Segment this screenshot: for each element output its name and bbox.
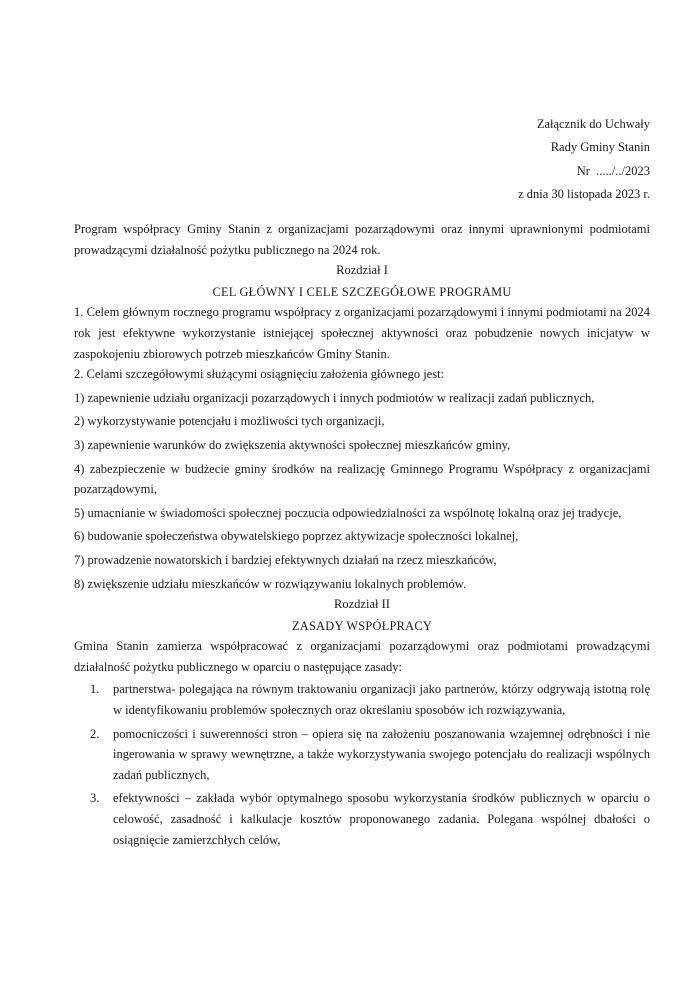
principle-text: partnerstwa- polegająca na równym traktowaniu organizacji jako partnerów, którzy odgrywają istotną rolę w identyfikowaniu problemów społecznych oraz określaniu sposobów ich rozwiązywania, [113,682,650,718]
chapter-1-title: CEL GŁÓWNY I CELE SZCZEGÓŁOWE PROGRAMU [212,284,512,299]
principle-text: pomocniczości i suwerenności stron – opiera się na założeniu poszanowania wzajemnej odrębności i nie ingerowania w sprawy wewnętrzne, a także wykorzystywania swojego potencjału do realizacji wspólnych zadań publicznych, [113,726,650,782]
principle-number: 1. [90,682,100,697]
chapter-2-intro: Gmina Stanin zamierza współpracować z organizacjami pozarządowymi oraz podmiotami prowadzącymi działalność pożytku publicznego w oparciu o następujące zasady: [74,639,650,674]
principle-number: 2. [90,726,100,741]
chapter-2-label: Rozdział II [334,597,390,612]
chapter-1-paragraph-1: 1. Celem głównym rocznego programu współpracy z organizacjami pozarządowymi i innymi podmiotami na 2024 rok jest efektywne wykorzystanie istniejącej społecznej aktywności oraz pobudzenie nowych inicjatyw w zaspokojeniu zbiorowych potrzeb mieszkańców Gminy Stanin. [74,305,650,361]
goal-item: 8) zwiększenie udziału mieszkańców w rozwiązywaniu lokalnych problemów. [74,576,467,591]
annex-line-1: Załącznik do Uchwały [536,117,650,131]
chapter-1-paragraph-2: 2. Celami szczegółowymi służącymi osiągnięciu założenia głównego jest: [74,367,445,382]
document-body [74,219,650,853]
principle-number: 3. [90,791,100,806]
annex-header [518,113,650,206]
goal-item: 3) zapewnienie warunków do zwiększenia aktywności społecznej mieszkańców gminy, [74,437,511,452]
goal-item: 4) zabezpieczenie w budżecie gminy środków na realizację Gminnego Programu Współpracy z organizacjami pozarządowymi, [74,461,650,497]
chapter-2-title: ZASADY WSPÓŁPRACY [291,618,433,633]
goal-item: 5) umacnianie w świadomości społecznej poczucia odpowiedzialności za wspólnotę lokalną oraz jej tradycje, [74,505,622,520]
annex-line-2: Rady Gminy Stanin [550,140,650,155]
annex-line-4: z dnia 30 listopada 2023 r. [518,186,650,201]
principle-item [74,788,650,850]
principle-item [74,679,650,720]
chapter-1-label: Rozdział I [336,263,388,278]
goal-item: 2) wykorzystywanie potencjału i możliwości tych organizacji, [74,414,385,429]
annex-line-3: Nr ...../../2023 [576,163,650,178]
specific-goals-list [74,388,650,594]
goal-item: 6) budowanie społeczeństwa obywatelskiego poprzez aktywizacje społeczności lokalnej, [74,529,519,544]
principles-list [74,679,650,850]
principle-item [74,724,650,786]
principle-text: efektywności – zakłada wybór optymalnego sposobu wykorzystania środków publicznych w oparciu o celowość, zasadność i kalkulacje kosztów proponowanego zadania. Polegana wspólnej dbałości o osiągnięcie zamierzchłych celów, [113,791,650,847]
goal-item: 1) zapewnienie udziału organizacji pozarządowych i innych podmiotów w realizacji zadań publicznych, [74,390,595,405]
goal-item: 7) prowadzenie nowatorskich i bardziej efektywnych działań na rzecz mieszkańców, [74,552,497,567]
program-title: Program współpracy Gminy Stanin z organizacjami pozarządowymi oraz innymi uprawnionymi podmiotami prowadzącymi działalność pożytku publicznego na 2024 rok. [74,222,650,257]
